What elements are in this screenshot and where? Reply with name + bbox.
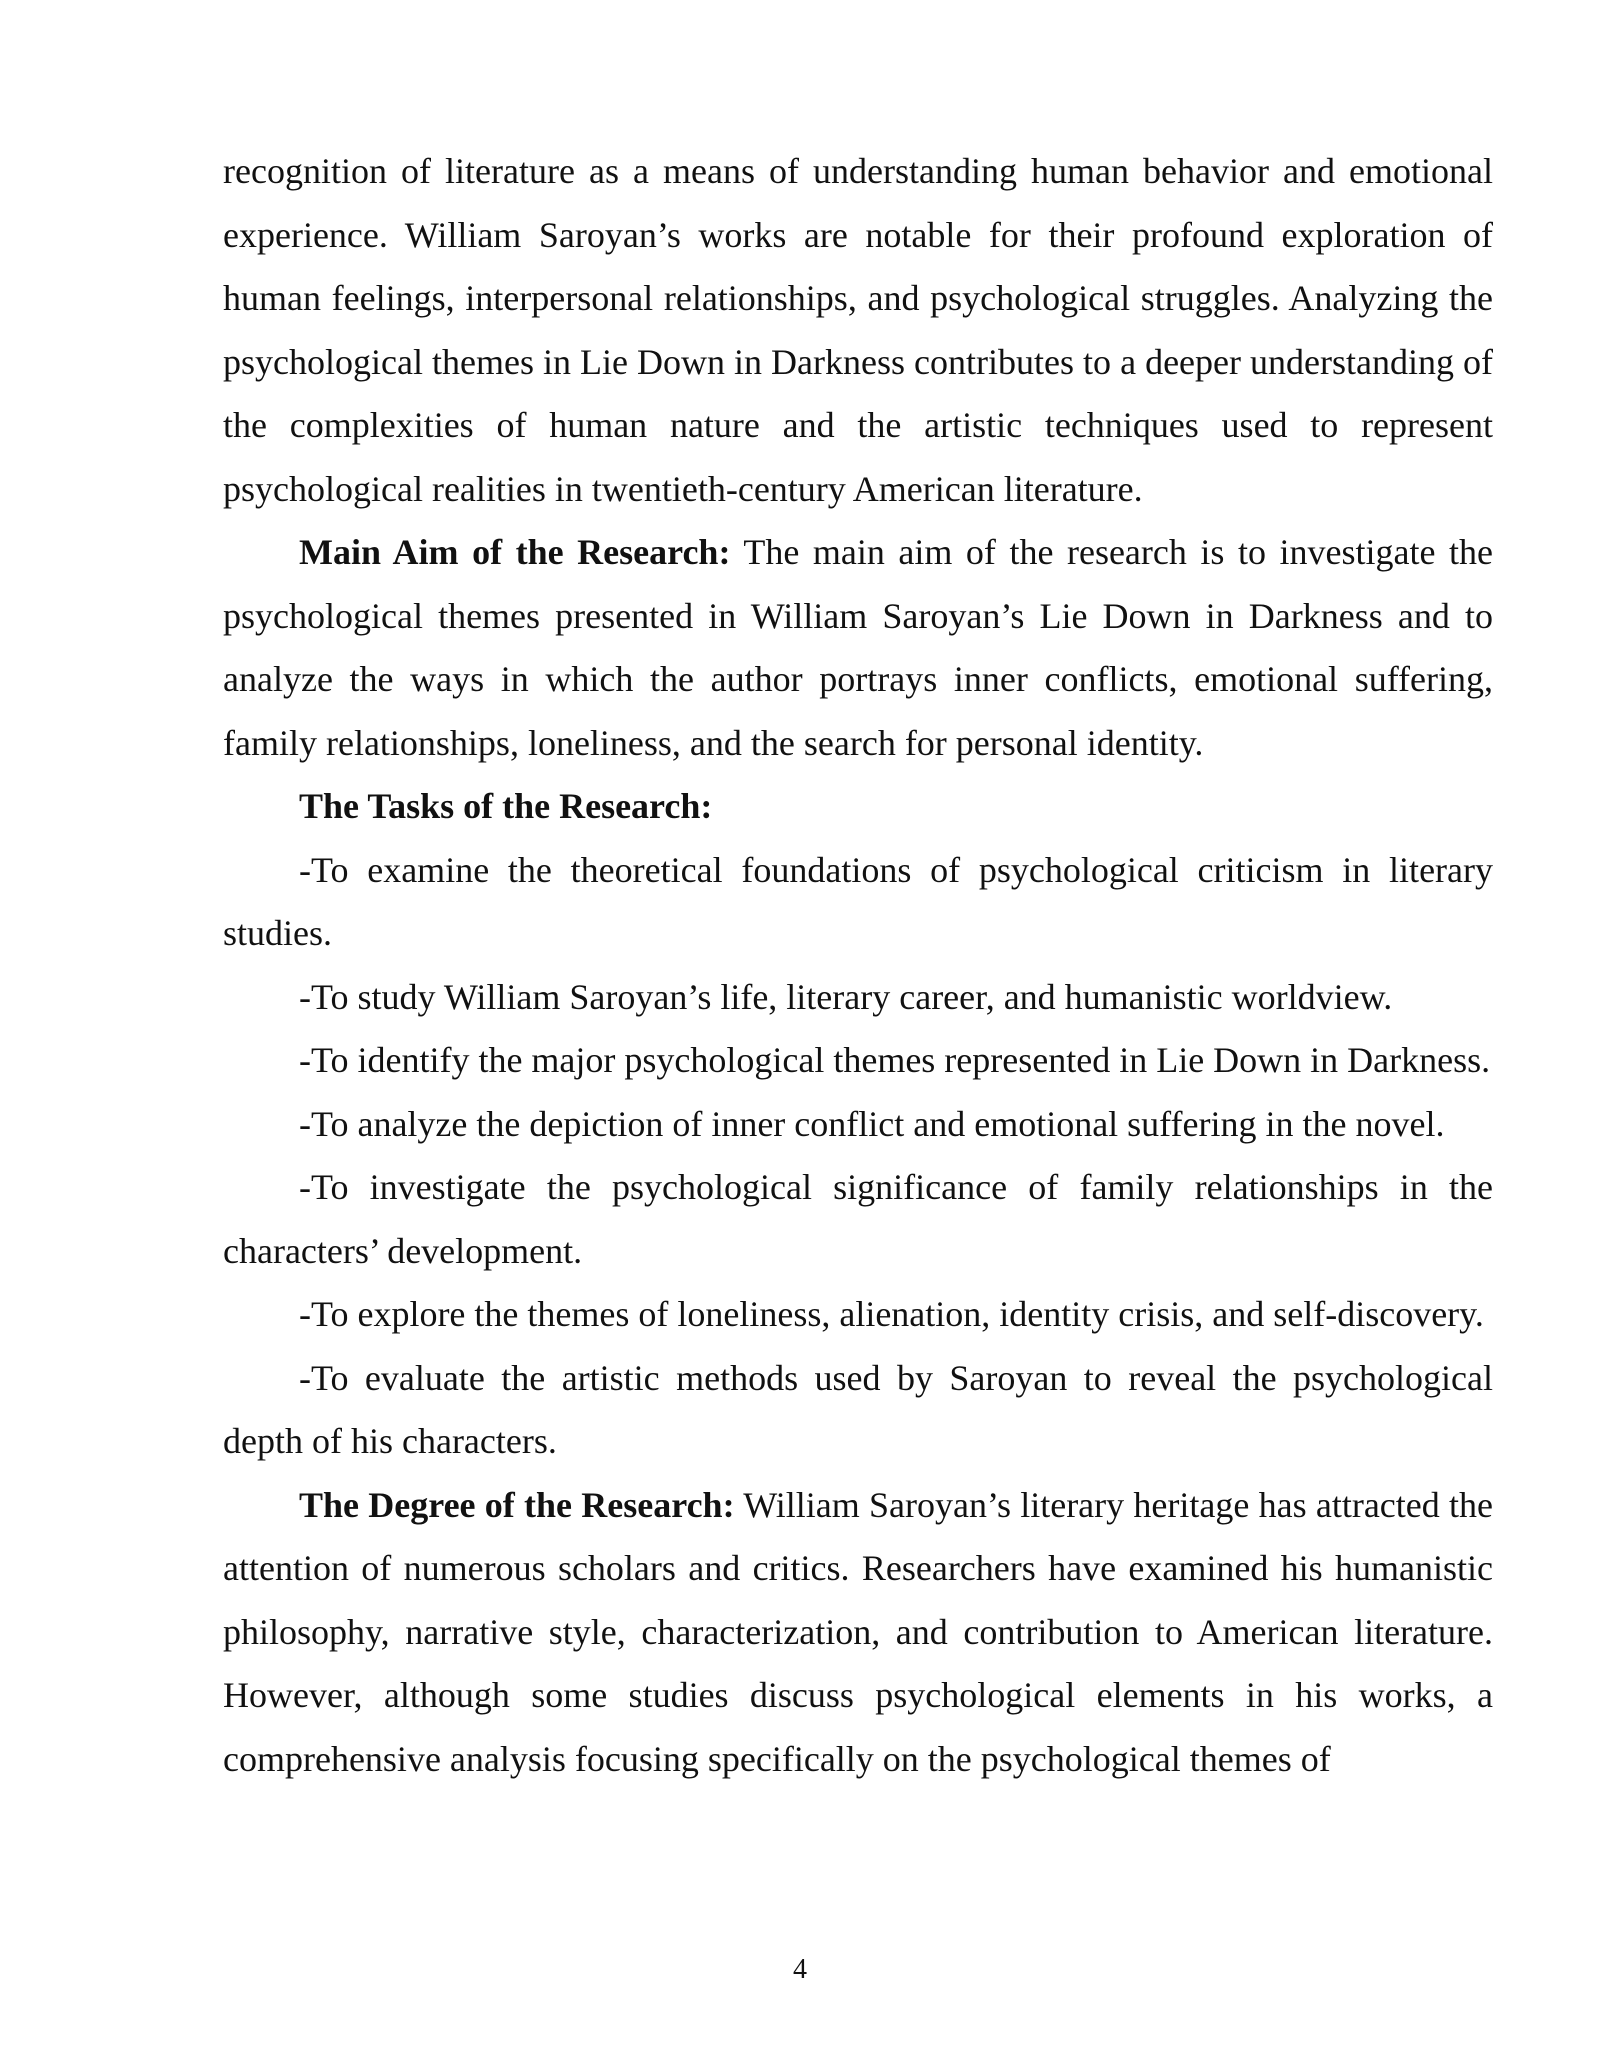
task-item: -To explore the themes of loneliness, alienation, identity crisis, and self-discovery. <box>299 1294 1484 1334</box>
degree-paragraph <box>223 1474 1493 1792</box>
main-aim-paragraph <box>223 521 1493 775</box>
task-item: -To study William Saroyan’s life, literary career, and humanistic worldview. <box>299 976 1393 1017</box>
degree-heading: The Degree of the Research: <box>299 1484 735 1525</box>
tasks-heading-paragraph <box>223 775 1493 839</box>
task-item: -To evaluate the artistic methods used by Saroyan to reveal the psychological depth of his characters. <box>223 1357 1493 1461</box>
body-text <box>223 140 1493 1791</box>
main-aim-text: The main aim of the research is to investigate the psychological themes presented in William Saroyan’s Lie Down in Darkness and to analyze the ways in which the author portrays inner conflicts, emotional suffering, family relationships, loneliness, and the search for personal identity. <box>223 532 1493 763</box>
task-item: -To identify the major psychological themes represented in Lie Down in Darkness. <box>299 1040 1491 1080</box>
main-aim-heading: Main Aim of the Research: <box>299 532 731 572</box>
task-item: -To analyze the depiction of inner conflict and emotional suffering in the novel. <box>299 1103 1445 1144</box>
page-number: 4 <box>793 1954 807 1985</box>
tasks-heading: The Tasks of the Research: <box>299 786 713 826</box>
intro-paragraph: recognition of literature as a means of understanding human behavior and emotional experience. William Saroyan’s works are notable for their profound exploration of human feelings, interpersonal relationships, and psychological struggles. Analyzing the psychological themes in Lie Down in Darkness contributes to a deeper understanding of the complexities of human nature and the artistic techniques used to represent psychological realities in twentieth-century American literature. <box>223 151 1493 509</box>
task-item: -To examine the theoretical foundations of psychological criticism in literary studies. <box>223 849 1493 953</box>
degree-text: William Saroyan’s literary heritage has attracted the attention of numerous scholars and critics. Researchers have examined his humanistic philosophy, narrative style, characterization, and contribution to American literature. However, although some studies discuss psychological elements in his works, a comprehensive analysis focusing specifically on the psychological themes of <box>223 1484 1493 1779</box>
task-item: -To investigate the psychological significance of family relationships in the characters’ development. <box>223 1167 1493 1271</box>
